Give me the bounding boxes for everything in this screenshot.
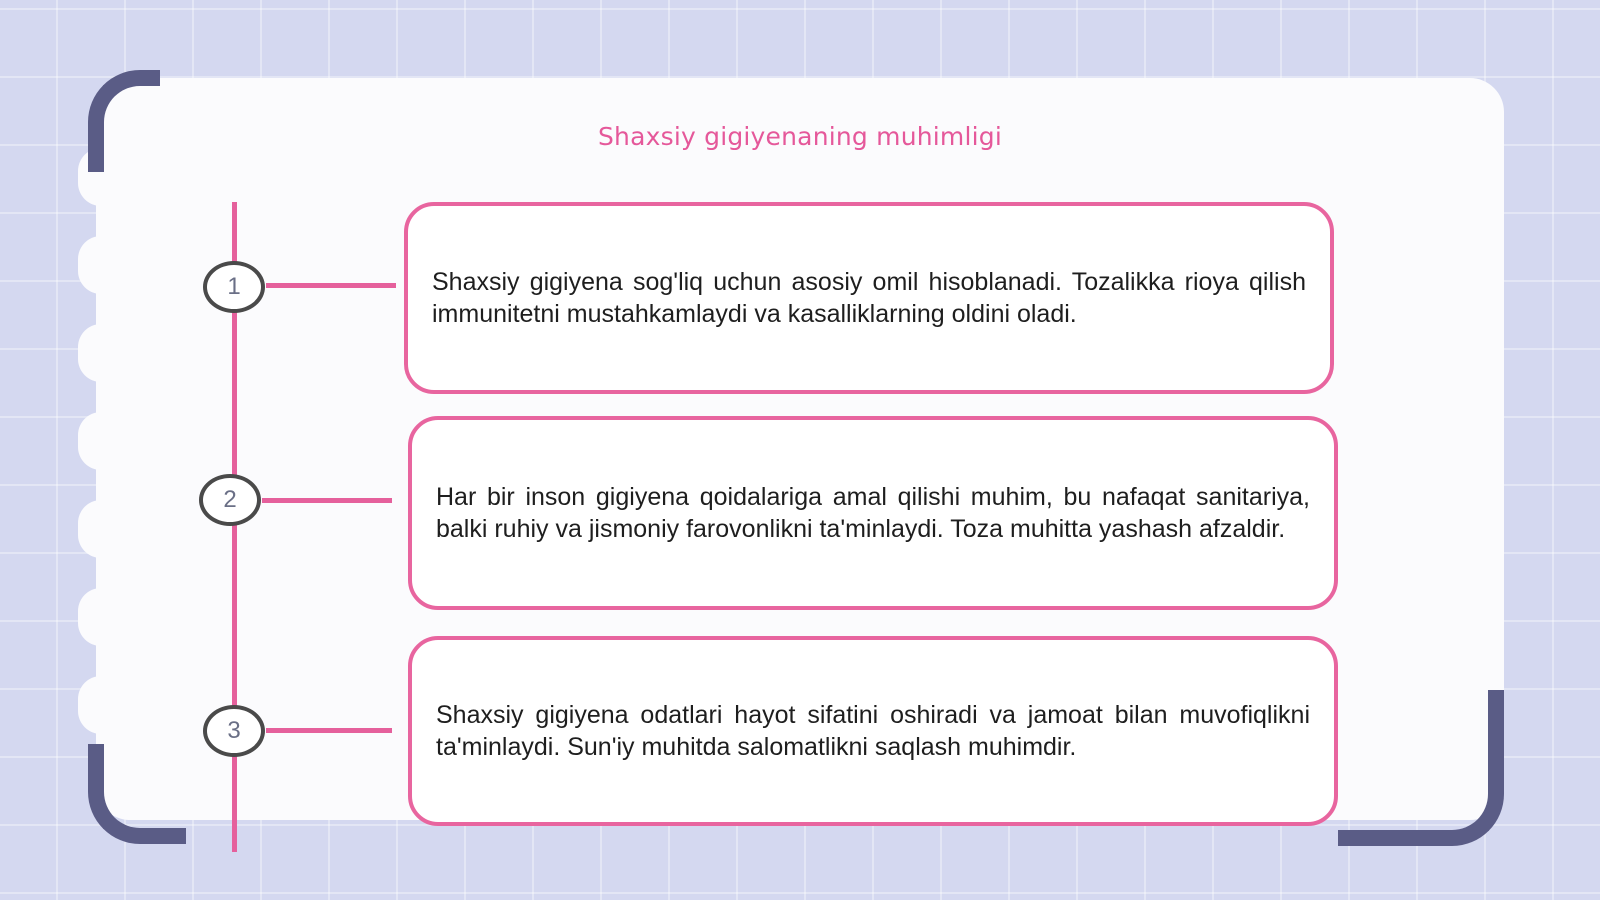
info-box (408, 416, 1338, 610)
timeline-connector (266, 728, 392, 733)
card-scallop (78, 324, 124, 382)
info-box-text: Har bir inson gigiyena qoidalariga amal qilishi muhim, bu nafaqat sanitariya, balki ruhiy va jismoniy farovonlikni ta'minlaydi. Toza muhitta yashash afzaldir. (436, 483, 1310, 543)
step-number-badge: 1 (203, 261, 265, 313)
card-scallop (78, 236, 124, 294)
corner-bracket-bottom-right (1338, 690, 1504, 846)
card-scallop (78, 412, 124, 470)
slide-title: Shaxsiy gigiyenaning muhimligi (597, 122, 1002, 151)
step-number-badge: 2 (199, 474, 261, 526)
card-scallop (78, 676, 124, 734)
corner-bracket-bottom-left (88, 744, 186, 844)
info-box (408, 636, 1338, 826)
info-box-text: Shaxsiy gigiyena sog'liq uchun asosiy omil hisoblanadi. Tozalikka rioya qilish immunitetni mustahkamlaydi va kasalliklarning oldini oladi. (432, 268, 1306, 328)
timeline-connector (266, 283, 396, 288)
info-box (404, 202, 1334, 394)
card-scallop (78, 500, 124, 558)
step-number-badge: 3 (203, 705, 265, 757)
info-box-text: Shaxsiy gigiyena odatlari hayot sifatini oshiradi va jamoat bilan muvofiqlikni ta'minlaydi. Sun'iy muhitda salomatlikni saqlash muhimdir. (436, 701, 1310, 761)
timeline-connector (262, 498, 392, 503)
card-scallop (78, 588, 124, 646)
corner-bracket-top-left (88, 70, 160, 172)
